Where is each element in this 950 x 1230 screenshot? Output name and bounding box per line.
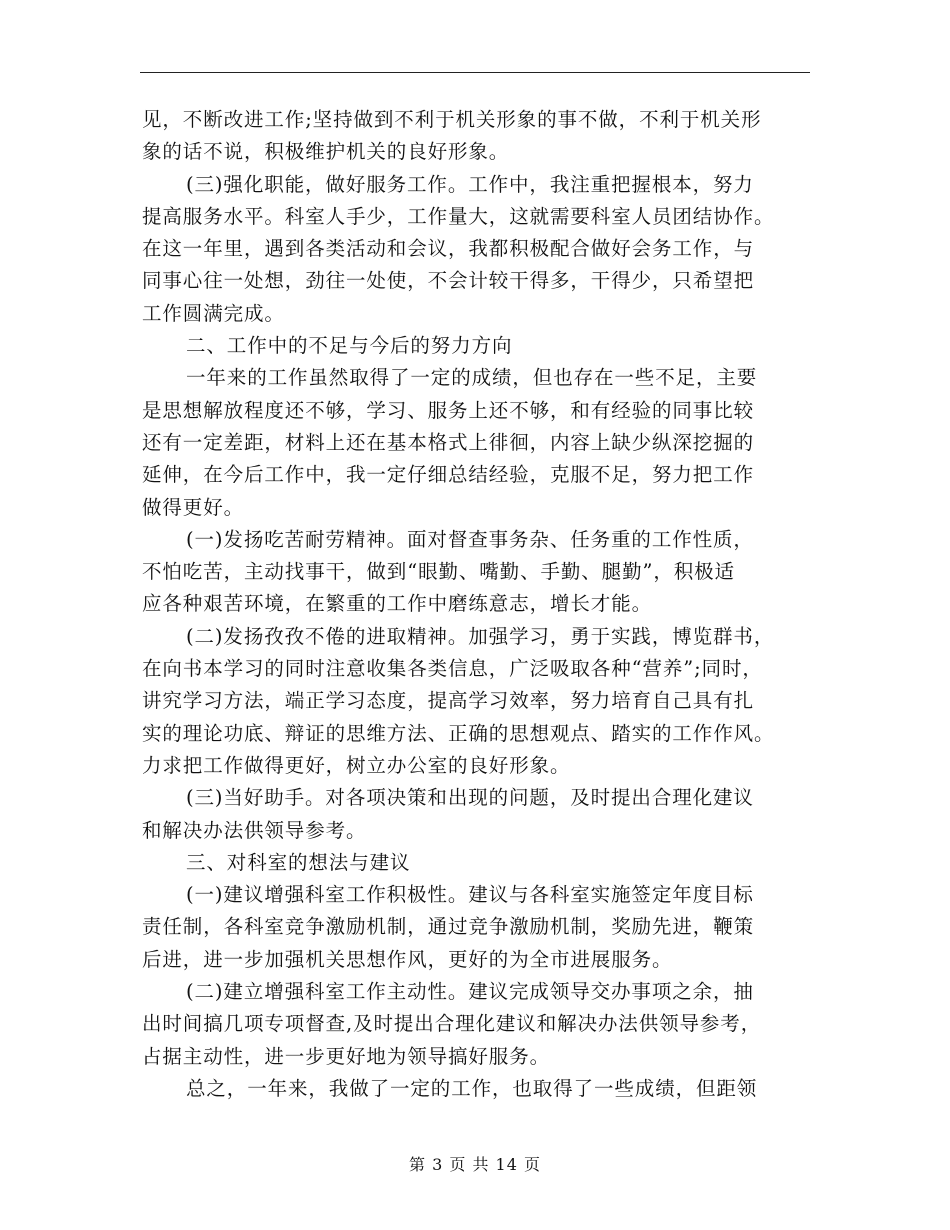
text-line: 延伸，在今后工作中，我一定仔细总结经验，克服不足，努力把工作	[142, 463, 755, 487]
text-line: (一)发扬吃苦耐劳精神。面对督查事务杂、任务重的工作性质，	[186, 527, 754, 551]
text-line: 三、对科室的想法与建议	[186, 850, 411, 874]
text-line: 见，不断改进工作;坚持做到不利于机关形象的事不做，不利于机关形	[142, 108, 762, 131]
text-line: 不怕吃苦，主动找事干，做到“眼勤、嘴勤、手勤、腿勤”，积极适	[142, 560, 735, 584]
text-line: 责任制，各科室竞争激励机制，通过竞争激励机制，奖励先进，鞭策	[142, 915, 755, 939]
text-line: (三)当好助手。对各项决策和出现的问题，及时提出合理化建议	[186, 786, 754, 810]
text-line: 实的理论功底、辩证的思维方法、正确的思想观点、踏实的工作作风。	[142, 721, 775, 745]
text-line: 力求把工作做得更好，树立办公室的良好形象。	[142, 753, 571, 777]
text-line: 象的话不说，积极维护机关的良好形象。	[142, 140, 510, 164]
text-line: 出时间搞几项专项督查,及时提出合理化建议和解决办法供领导参考，	[142, 1012, 762, 1036]
text-line: 总之，一年来，我做了一定的工作，也取得了一些成绩，但距领	[186, 1076, 758, 1100]
text-line: 提高服务水平。科室人手少，工作量大，这就需要科室人员团结协作。	[142, 204, 775, 228]
text-line: 工作圆满完成。	[142, 301, 285, 325]
text-line: (二)发扬孜孜不倦的进取精神。加强学习，勇于实践，博览群书，	[186, 624, 775, 648]
text-line: 二、工作中的不足与今后的努力方向	[186, 334, 513, 358]
text-line: 讲究学习方法，端正学习态度，提高学习效率，努力培育自己具有扎	[142, 689, 755, 713]
text-line: 还有一定差距，材料上还在基本格式上徘徊，内容上缺少纵深挖掘的	[142, 430, 755, 454]
text-line: (一)建议增强科室工作积极性。建议与各科室实施签定年度目标	[186, 883, 754, 907]
text-line: 后进，进一步加强机关思想作风，更好的为全市进展服务。	[142, 947, 673, 971]
text-line: 同事心往一处想，劲往一处使，不会计较干得多，干得少，只希望把	[142, 269, 755, 293]
text-line: 一年来的工作虽然取得了一定的成绩，但也存在一些不足，主要	[186, 366, 758, 390]
text-line: 是思想解放程度还不够，学习、服务上还不够，和有经验的同事比较	[142, 398, 755, 422]
document-body	[142, 104, 814, 1105]
text-line: 应各种艰苦环境，在繁重的工作中磨练意志，增长才能。	[142, 592, 653, 616]
text-line: 在向书本学习的同时注意收集各类信息，广泛吸取各种“营养”;同时，	[142, 657, 763, 681]
text-line: (三)强化职能，做好服务工作。工作中，我注重把握根本，努力	[186, 172, 754, 196]
page-footer: 第 3 页 共 14 页	[409, 1155, 541, 1174]
header-rule	[140, 72, 810, 73]
text-line: (二)建立增强科室工作主动性。建议完成领导交办事项之余，抽	[186, 980, 754, 1004]
text-line: 占据主动性，进一步更好地为领导搞好服务。	[142, 1044, 551, 1068]
text-line: 在这一年里，遇到各类活动和会议，我都积极配合做好会务工作，与	[142, 237, 755, 261]
text-line: 和解决办法供领导参考。	[142, 818, 367, 842]
text-line: 做得更好。	[142, 495, 245, 519]
